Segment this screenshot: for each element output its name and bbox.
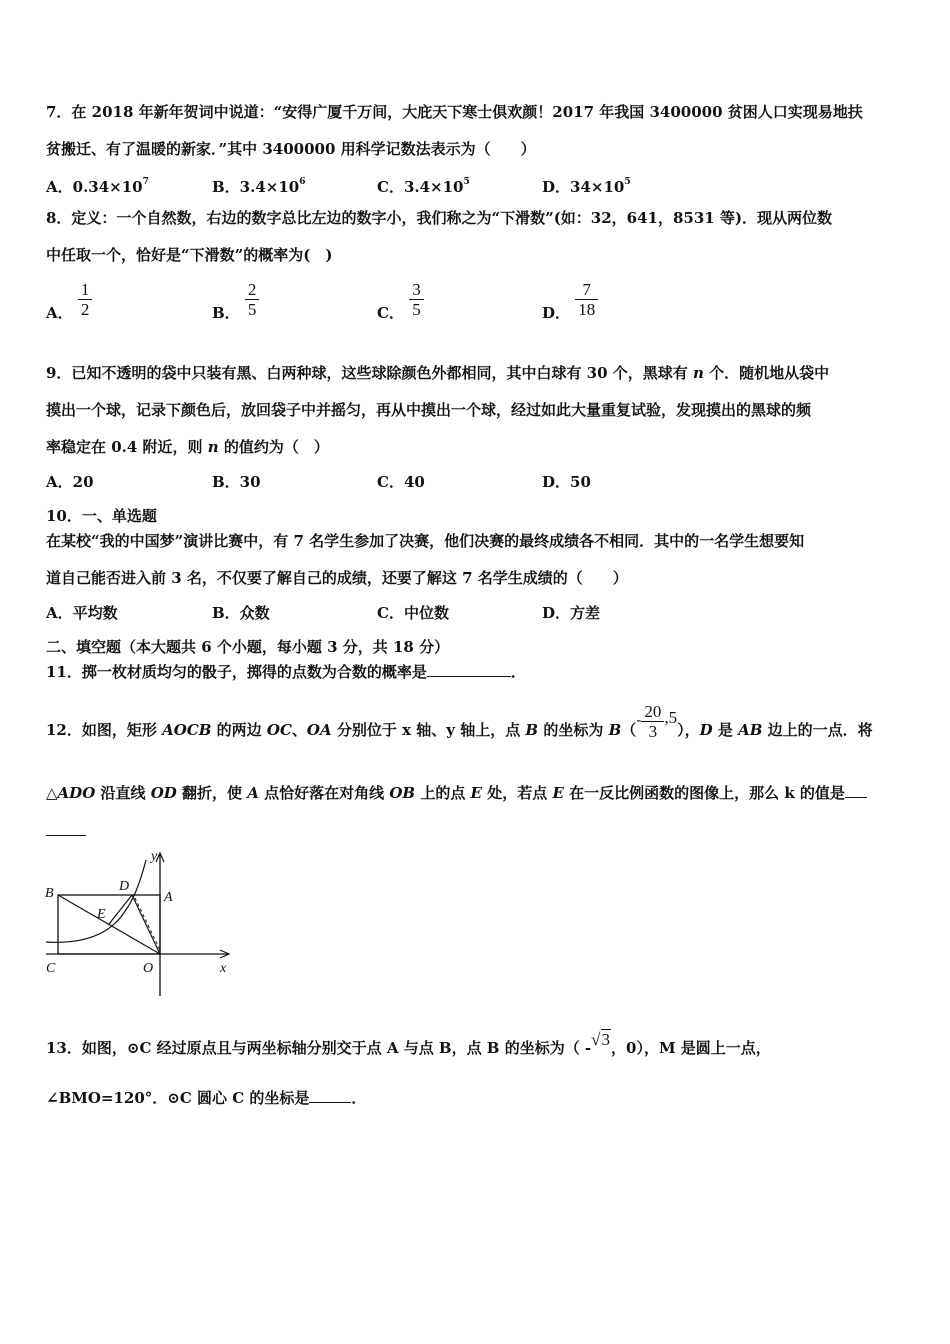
q10-line-2: 道自己能否进入前 3 名，不仅要了解自己的成绩，还要了解这 7 名学生成绩的（ ） (46, 569, 628, 587)
q7-line-2: 贫搬迁、有了温暖的新家．”其中 3400000 用科学记数法表示为（ ） (46, 140, 536, 158)
q13-p1: 13．如图，⊙C 经过原点且与两坐标轴分别交于点 A 与点 B，点 B 的坐标为（ - (46, 1039, 592, 1057)
q12-p8: 是 (712, 721, 739, 739)
label-c: C (46, 961, 56, 976)
q12-neg-sign: - (636, 711, 642, 729)
q8-option-a-den: 2 (78, 299, 93, 319)
q12-v-e-2: E (552, 784, 564, 802)
q8-option-a-num: 1 (80, 280, 90, 299)
q11-tail: ． (510, 663, 526, 681)
label-b: B (45, 886, 54, 901)
label-a: A (164, 890, 173, 905)
label-e: E (97, 907, 106, 922)
q12-v-ado: ADO (57, 784, 96, 802)
q7-option-a-exp: 7 (142, 177, 149, 187)
diagonal-ob (58, 895, 160, 954)
q8-option-b-letter: B． (212, 303, 240, 322)
q8-line-2: 中任取一个，恰好是“下滑数”的概率为( ) (46, 246, 333, 264)
q13-line-2-text: ∠BMO=120°．⊙C 圆心 C 的坐标是 (46, 1089, 310, 1107)
q7-option-c-exp: 5 (463, 177, 470, 187)
q11-text: 11．掷一枚材质均匀的骰子，掷得的点数为合数的概率是 (46, 663, 427, 681)
q12-v-oc: OC (266, 721, 292, 739)
q11-answer-blank[interactable] (427, 662, 511, 677)
q8-option-b-den: 5 (245, 299, 260, 319)
q11-line (46, 662, 526, 682)
q12-v-aocb: AOCB (162, 721, 212, 739)
q12-l2d: 点恰好落在对角线 (258, 784, 390, 802)
q12-p2: 的两边 (211, 721, 267, 739)
q12-fraction (641, 702, 664, 741)
section-2-title: 二、填空题（本大题共 6 个小题，每小题 3 分，共 18 分） (46, 638, 450, 656)
q12-line-1 (46, 701, 873, 751)
q7-option-c-text: C．3.4×10 (377, 178, 464, 196)
q8-option-d-num: 7 (582, 280, 591, 299)
q13-line-2 (46, 1088, 366, 1108)
q12-coord-y: ,5 (664, 708, 678, 727)
q9-var-n: n (692, 364, 704, 382)
label-d: D (119, 879, 130, 894)
q8-option-a-letter: A． (46, 303, 73, 322)
q8-option-b-fraction (245, 280, 260, 319)
q12-v-od: OD (150, 784, 177, 802)
q12-frac-num: 20 (644, 701, 662, 721)
q13-sqrt: √3 (591, 1030, 611, 1049)
q13-tail: ． (351, 1089, 367, 1107)
q13-p2: ，0），M 是圆上一点， (611, 1039, 771, 1057)
q9-line-2: 摸出一个球，记录下颜色后，放回袋子中并摇匀，再从中摸出一个球，经过如此大量重复试验，发现摸出的黑球的频 (46, 401, 812, 419)
q7-option-a-text: A．0.34×10 (46, 178, 143, 196)
q12-frac-den: 3 (641, 721, 664, 741)
q9-option-d[interactable]: D．50 (542, 473, 591, 491)
q12-p1: 12．如图，矩形 (46, 721, 163, 739)
label-y: y (151, 849, 158, 864)
q12-v-d: D (699, 721, 713, 739)
q7-option-a[interactable] (46, 174, 149, 197)
q12-l2a: △ (46, 784, 58, 802)
q7-option-d-exp: 5 (624, 177, 631, 187)
q9-line-1-b: 个．随机地从袋中 (703, 364, 830, 382)
q12-p5: 的坐标为 (538, 721, 609, 739)
q12-v-b: B (525, 721, 539, 739)
q8-option-c-fraction (409, 280, 424, 319)
q12-v-ab: AB (738, 721, 763, 739)
q13-radicand: 3 (601, 1030, 611, 1049)
q12-v-ob: OB (389, 784, 416, 802)
q9-line-3 (46, 437, 329, 457)
q9-var-n-2: n (207, 438, 219, 456)
q12-p4: 分别位于 x 轴、y 轴上，点 (331, 721, 526, 739)
q12-line-2 (46, 783, 867, 803)
q12-l2f: 处，若点 (481, 784, 553, 802)
q12-l2e: 上的点 (415, 784, 471, 802)
q12-l2g: 在一反比例函数的图像上，那么 k 的值是 (563, 784, 845, 802)
q9-line-3-b: 的值约为（ ） (218, 438, 329, 456)
q8-option-d-letter: D． (542, 303, 571, 322)
q9-option-b[interactable]: B．30 (212, 473, 261, 491)
q7-option-b-exp: 6 (299, 177, 306, 187)
q12-v-oa: OA (306, 721, 332, 739)
q12-l2c: 翻折，使 (176, 784, 248, 802)
q7-option-b[interactable] (212, 174, 305, 197)
q9-line-3-a: 率稳定在 0.4 附近，则 (46, 438, 208, 456)
q8-option-c-letter: C． (377, 303, 404, 322)
q7-line-1: 7．在 2018 年新年贺词中说道：“安得广厦千万间，大庇天下寒士俱欢颜！2017 年我国 3400000 贫困人口实现易地扶 (46, 103, 863, 121)
q12-v-e: E (470, 784, 482, 802)
label-x: x (220, 961, 227, 976)
hyperbola-curve (46, 860, 146, 942)
q12-v-a: A (247, 784, 259, 802)
q12-p7: ）， (677, 721, 700, 739)
q7-option-d-text: D．34×10 (542, 178, 625, 196)
q10-option-b[interactable]: B．众数 (212, 604, 270, 622)
q10-option-d[interactable]: D．方差 (542, 604, 601, 622)
label-o: O (143, 961, 154, 976)
q8-option-d-den: 18 (575, 299, 598, 319)
q12-p9: 边上的一点．将 (762, 721, 873, 739)
q9-option-c[interactable]: C．40 (377, 473, 425, 491)
q13-line-1 (46, 1030, 771, 1060)
q7-option-b-text: B．3.4×10 (212, 178, 300, 196)
q10-option-a[interactable]: A．平均数 (46, 604, 118, 622)
q8-option-c[interactable] (377, 280, 424, 322)
q8-option-b-num: 2 (247, 280, 257, 299)
q10-line-1: 在某校“我的中国梦”演讲比赛中，有 7 名学生参加了决赛，他们决赛的最终成绩各不相同．其中的一名学生想要知 (46, 532, 805, 550)
q8-option-c-num: 3 (412, 280, 421, 299)
q7-option-c[interactable] (377, 174, 470, 197)
q10-heading: 10．一、单选题 (46, 507, 157, 525)
q12-p6: （ (621, 721, 637, 739)
segment-de (109, 895, 132, 924)
q7-option-d[interactable] (542, 174, 631, 197)
q12-v-b-2: B (608, 721, 622, 739)
q8-option-a[interactable] (46, 280, 92, 322)
q12-p3: 、 (291, 721, 307, 739)
q12-l2b: 沿直线 (95, 784, 151, 802)
q8-option-b[interactable] (212, 280, 259, 322)
fold-line-od (132, 895, 160, 954)
q8-line-1: 8．定义：一个自然数，右边的数字总比左边的数字小，我们称之为“下滑数”(如：32，641，8531 等)．现从两位数 (46, 209, 833, 227)
q12-answer-blank-a[interactable] (845, 783, 867, 798)
q12-figure (40, 846, 240, 1006)
q9-line-1-a: 9．已知不透明的袋中只装有黑、白两种球，这些球除颜色外都相同，其中白球有 30 个，黑球有 (46, 364, 693, 382)
q12-answer-blank-b[interactable] (46, 835, 86, 836)
q13-answer-blank[interactable] (309, 1088, 351, 1103)
q10-option-c[interactable]: C．中位数 (377, 604, 449, 622)
q8-option-c-den: 5 (409, 299, 424, 319)
q8-option-a-fraction (78, 280, 93, 319)
q9-line-1 (46, 363, 829, 383)
q8-option-d-fraction (575, 280, 598, 319)
q9-option-a[interactable]: A．20 (46, 473, 94, 491)
q8-option-d[interactable] (542, 280, 598, 322)
